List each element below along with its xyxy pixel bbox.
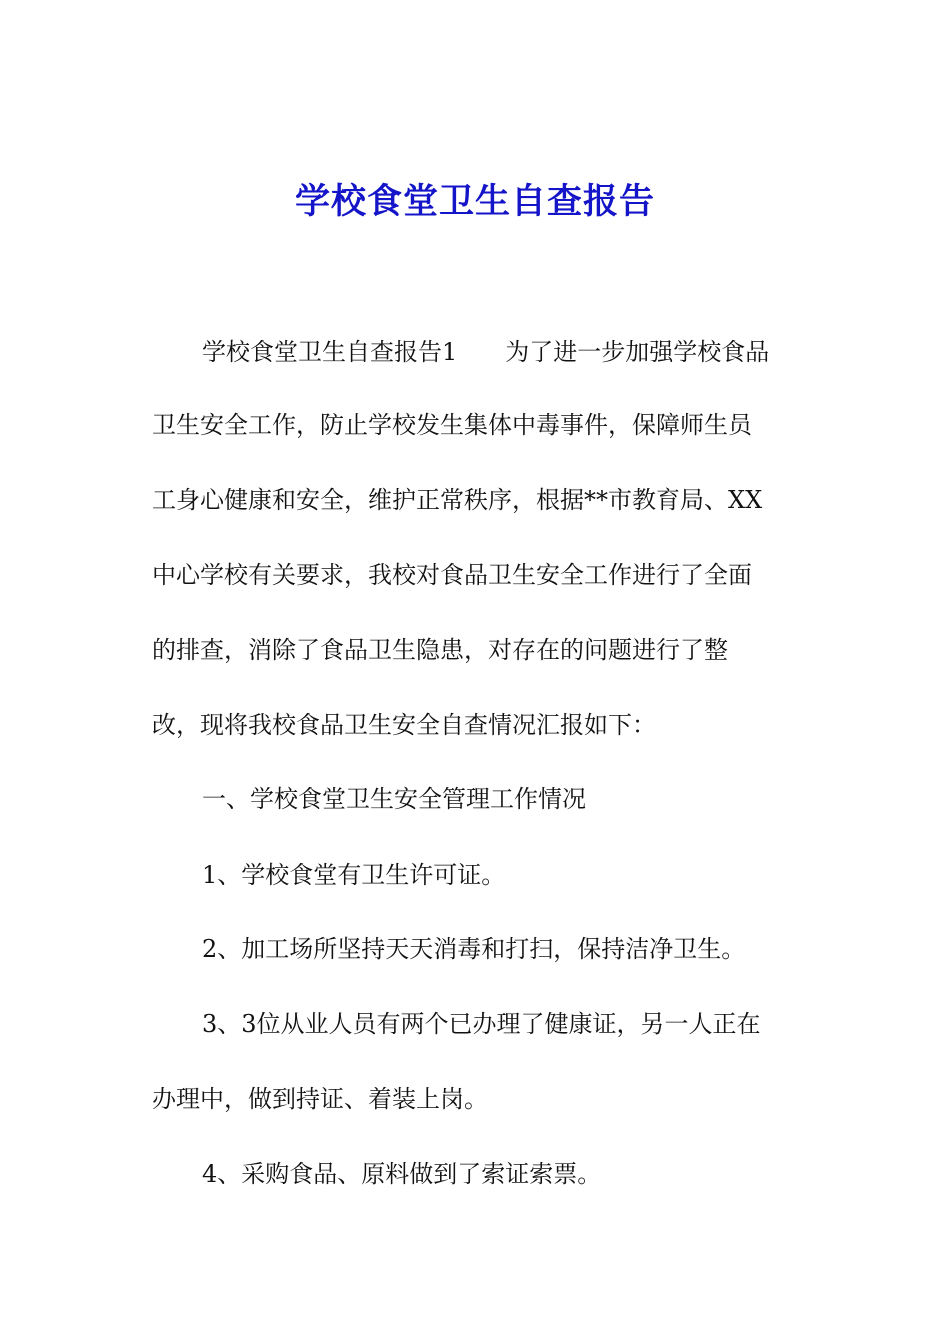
- paragraph-line: 卫生安全工作，防止学校发生集体中毒事件，保障师生员: [152, 411, 752, 439]
- document-title: 学校食堂卫生自查报告: [294, 181, 655, 222]
- section-heading: 一、学校食堂卫生安全管理工作情况: [202, 785, 586, 813]
- paragraph-line: 改，现将我校食品卫生安全自查情况汇报如下：: [152, 711, 656, 739]
- list-item: 2、加工场所坚持天天消毒和打扫，保持洁净卫生。: [202, 935, 746, 963]
- list-item: 3、3位从业人员有两个已办理了健康证，另一人正在: [202, 1010, 761, 1038]
- paragraph-line: 的排查，消除了食品卫生隐患，对存在的问题进行了整: [152, 636, 728, 664]
- list-item-continuation: 办理中，做到持证、着装上岗。: [152, 1085, 488, 1113]
- paragraph-line: 学校食堂卫生自查报告1 为了进一步加强学校食品: [202, 338, 770, 366]
- paragraph-line: 中心学校有关要求，我校对食品卫生安全工作进行了全面: [152, 561, 752, 589]
- list-item: 4、采购食品、原料做到了索证索票。: [202, 1160, 602, 1188]
- paragraph-line: 工身心健康和安全，维护正常秩序，根据**市教育局、XX: [152, 486, 763, 514]
- list-item: 1、学校食堂有卫生许可证。: [202, 861, 506, 889]
